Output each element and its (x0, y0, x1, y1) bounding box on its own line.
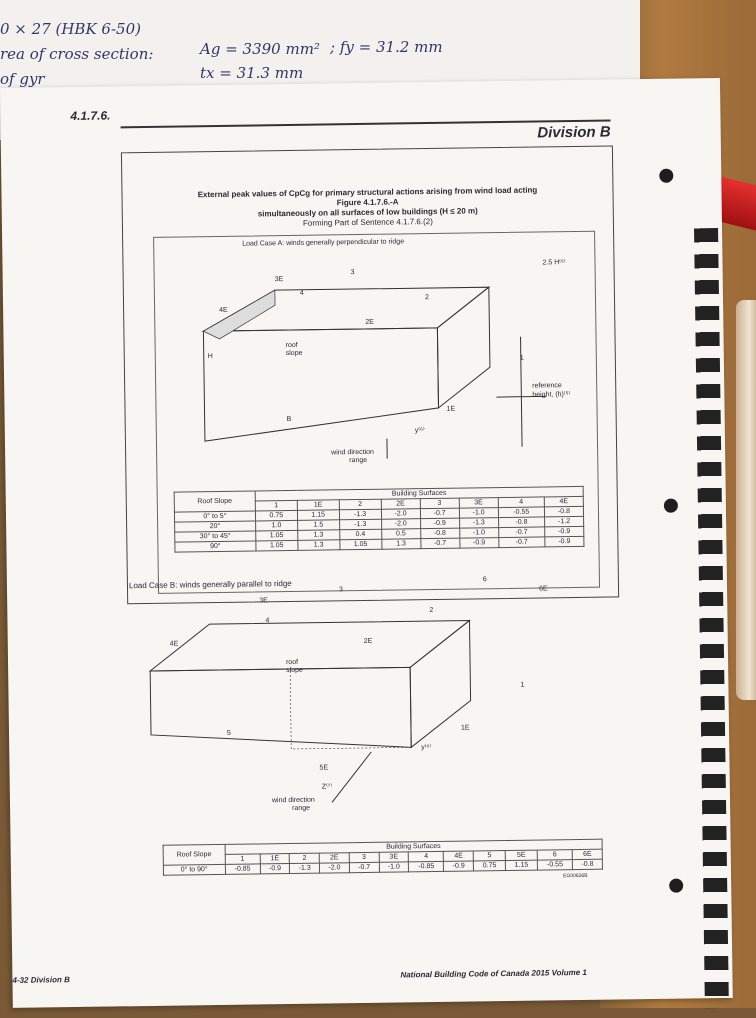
value-cell: -0.55 (498, 507, 544, 518)
col-header: 4E (444, 851, 474, 861)
figure-line3: Forming Part of Sentence 4.1.7.6.(2) (123, 214, 613, 231)
label-1e: 1E (446, 406, 455, 413)
col-header: 3 (349, 852, 379, 862)
slope-cell: 90° (175, 541, 256, 552)
wind-arrow (331, 752, 372, 803)
label-3e: 3E (275, 276, 284, 283)
slope-cell: 0° to 90° (163, 864, 225, 875)
label-1: 1 (520, 682, 524, 689)
group-header: Building Surfaces (255, 486, 583, 501)
spiral-binding (694, 228, 729, 1008)
label-z: Z⁽⁷⁾ (322, 782, 332, 790)
value-cell: -1.3 (339, 519, 381, 530)
value-cell: 1.15 (297, 510, 339, 521)
value-cell: 1.0 (255, 520, 297, 531)
footer-right: National Building Code of Canada 2015 Volume 1 (400, 968, 587, 980)
front-wall (203, 328, 439, 441)
label-wind-2: range (292, 805, 310, 812)
label-5e: 5E (319, 764, 328, 771)
note-ag: Ag = 3390 mm² (200, 40, 320, 58)
section-number: 4.1.7.6. (70, 108, 110, 123)
value-cell: -0.8 (498, 517, 544, 528)
case-a-title: Load Case A: winds generally perpendicular to ridge (242, 238, 404, 247)
value-cell: -0.7 (498, 527, 544, 538)
label-2-5h: 2.5 H⁽⁶⁾ (542, 258, 565, 266)
value-cell: -1.3 (290, 863, 320, 873)
value-cell: -1.0 (459, 508, 498, 519)
case-a-building-diagram (154, 246, 597, 492)
label-4: 4 (300, 290, 304, 297)
row-header: Roof Slope (163, 844, 225, 865)
value-cell: -0.7 (420, 508, 459, 519)
value-cell: 1.15 (505, 860, 537, 870)
value-cell: 1.3 (298, 540, 340, 551)
col-header: 3E (379, 852, 409, 862)
label-4: 4 (265, 617, 269, 624)
side-wall (437, 287, 491, 408)
value-cell: 0.4 (339, 529, 381, 540)
col-header: 1E (260, 854, 290, 864)
value-cell: -0.9 (545, 526, 584, 537)
label-roof: roof (286, 659, 298, 666)
label-1: 1 (520, 355, 524, 362)
label-5: 5 (227, 730, 231, 737)
label-4e: 4E (219, 307, 228, 314)
value-cell: -2.0 (320, 863, 350, 873)
label-6e: 6E (539, 585, 548, 592)
binding-hole (659, 169, 673, 183)
col-header: 4 (498, 497, 544, 508)
end-zone-hatch (290, 667, 411, 749)
label-1e: 1E (461, 725, 470, 732)
col-header: 2E (381, 499, 420, 510)
col-header: 5E (505, 850, 537, 860)
value-cell: -1.0 (459, 528, 498, 539)
ref-height-line (521, 337, 523, 447)
col-header: 2E (319, 853, 349, 863)
value-cell: 1.3 (297, 530, 339, 541)
value-cell: -0.9 (420, 518, 459, 529)
note-line-2: rea of cross section: (0, 45, 153, 63)
value-cell: -1.2 (544, 516, 583, 527)
case-b-building-diagram (129, 588, 622, 835)
figure-lead: External peak values of CpCg for primary structural actions arising from wind load acting (198, 186, 538, 200)
value-cell: -0.7 (420, 538, 459, 549)
value-cell: -0.7 (349, 862, 379, 872)
value-cell: -0.8 (544, 506, 583, 517)
front-wall (150, 667, 411, 751)
group-header: Building Surfaces (225, 839, 603, 854)
label-wind-1: wind direction (331, 449, 374, 457)
code-page (0, 78, 733, 1008)
value-cell: -0.8 (573, 859, 603, 869)
col-header: 6 (537, 850, 572, 860)
label-slope: slope (286, 667, 303, 674)
case-b-table (163, 839, 603, 876)
label-2e: 2E (365, 319, 374, 326)
slope-cell: 0° to 5° (174, 511, 255, 522)
value-cell: 0.5 (381, 529, 420, 540)
row-header: Roof Slope (174, 491, 255, 512)
col-header: 1 (225, 854, 260, 864)
label-b: B (287, 416, 292, 423)
binding-hole (669, 879, 683, 893)
col-header: 1E (297, 500, 339, 511)
value-cell: -0.7 (498, 537, 544, 548)
label-ref-1: reference (532, 382, 562, 389)
label-2e: 2E (364, 638, 373, 645)
label-y: y⁽⁶⁾ (421, 743, 431, 751)
label-slope: slope (286, 350, 303, 357)
label-4e: 4E (170, 641, 179, 648)
roof-outline (150, 620, 471, 670)
col-header: 4 (408, 851, 443, 861)
value-cell: 1.05 (256, 530, 298, 541)
value-cell: -1.0 (379, 862, 409, 872)
note-fy: ; fy = 31.2 mm (330, 38, 443, 56)
value-cell: 0.75 (255, 510, 297, 521)
label-3: 3 (351, 269, 355, 276)
label-wind-2: range (349, 457, 367, 464)
note-line-3: of gyr (0, 70, 45, 88)
value-cell: -0.85 (225, 864, 260, 874)
note-line-1: 0 × 27 (HBK 6-50) (0, 20, 141, 38)
value-cell: -1.3 (459, 518, 498, 529)
col-header: 4E (544, 496, 583, 507)
value-cell: 0.75 (474, 861, 506, 871)
value-cell: -2.0 (381, 519, 420, 530)
slope-cell: 20° (175, 521, 256, 532)
binding-hole (664, 499, 678, 513)
value-cell: -1.3 (339, 509, 381, 520)
value-cell: -0.9 (260, 864, 290, 874)
label-2: 2 (425, 294, 429, 301)
label-6: 6 (483, 576, 487, 583)
col-header: 3E (459, 498, 498, 509)
slope-cell: 30° to 45° (175, 531, 256, 542)
figure-title (122, 184, 613, 231)
col-header: 2 (290, 853, 320, 863)
value-cell: -0.9 (545, 536, 584, 547)
case-b-title: Load Case B: winds generally parallel to ridge (129, 574, 619, 590)
label-roof: roof (286, 342, 298, 349)
col-header: 2 (339, 499, 381, 510)
value-cell: 1.5 (297, 520, 339, 531)
division-header: Division B (121, 119, 611, 147)
value-cell: 1.05 (256, 540, 298, 551)
value-cell: -0.9 (459, 538, 498, 549)
label-ref-2: height, (h)⁽⁵⁾ (532, 390, 570, 399)
load-case-a-panel (153, 231, 600, 594)
value-cell: -2.0 (381, 509, 420, 520)
value-cell: -0.85 (409, 861, 444, 871)
figure-number: Figure 4.1.7.6.-A (123, 194, 613, 211)
note-tx: tx = 31.3 mm (200, 64, 303, 82)
label-h: H (208, 353, 213, 360)
col-header: 6E (572, 849, 602, 859)
label-2: 2 (429, 607, 433, 614)
value-cell: 1.05 (340, 539, 382, 550)
figure-line2: simultaneously on all surfaces of low buildings (H ≤ 20 m) (123, 204, 613, 221)
footer-left: 4-32 Division B (12, 975, 69, 985)
edge-zone-4e (203, 290, 276, 339)
label-3: 3 (339, 586, 343, 593)
label-wind-1: wind direction (272, 797, 315, 805)
clear-pen (736, 300, 756, 700)
value-cell: -0.9 (444, 861, 474, 871)
figure-box (121, 145, 619, 604)
value-cell: -0.8 (420, 528, 459, 539)
value-cell: 1.3 (381, 539, 420, 550)
drawing-code: EG00626B (563, 873, 588, 879)
label-y: y⁽⁶⁾ (415, 426, 425, 434)
col-header: 5 (473, 851, 505, 861)
label-3e: 3E (259, 597, 268, 604)
value-cell: -0.55 (537, 860, 572, 870)
case-a-table (174, 486, 585, 553)
col-header: 3 (420, 498, 459, 509)
col-header: 1 (255, 500, 297, 511)
